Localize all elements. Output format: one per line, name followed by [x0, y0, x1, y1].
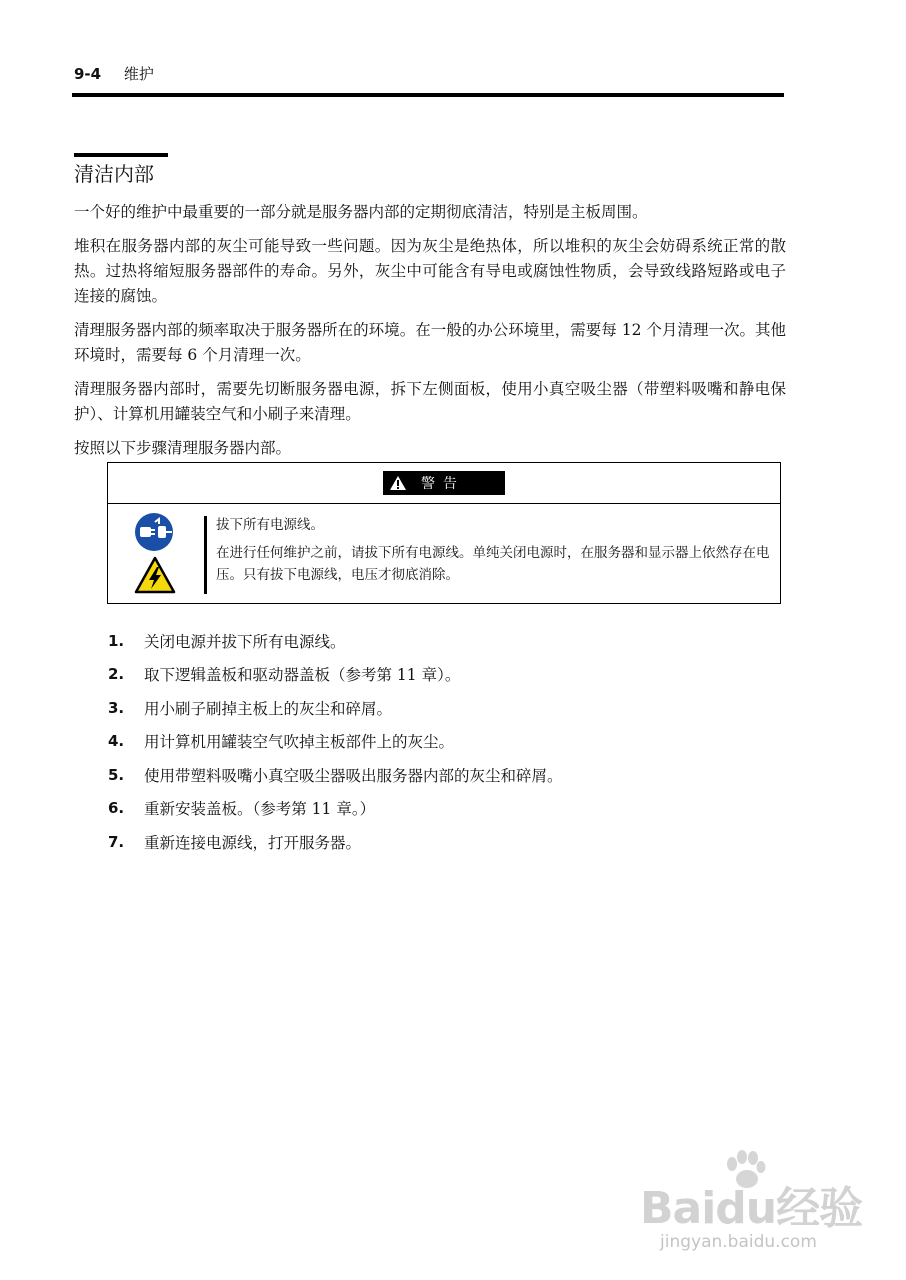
warning-body [108, 504, 780, 604]
step-item [108, 825, 748, 859]
header-rule [72, 93, 784, 97]
warning-text [216, 514, 772, 592]
step-number: 3. [108, 698, 125, 717]
step-text: 取下逻辑盖板和驱动器盖板（参考第 11 章）。 [144, 666, 461, 685]
step-text: 使用带塑料吸嘴小真空吸尘器吸出服务器内部的灰尘和碎屑。 [144, 766, 563, 785]
step-item [108, 758, 748, 792]
warning-icons [134, 512, 178, 594]
warning-box [107, 462, 781, 604]
watermark-url: jingyan.baidu.com [660, 1232, 817, 1252]
step-item [108, 725, 748, 759]
chapter-title: 维护 [123, 65, 154, 83]
page-number: 9-4 [74, 65, 102, 83]
electric-shock-icon [134, 556, 178, 594]
body-text [74, 200, 786, 470]
step-text: 用计算机用罐装空气吹掉主板部件上的灰尘。 [144, 733, 455, 752]
paragraph: 清理服务器内部的频率取决于服务器所在的环境。在一般的办公环境里，需要每 12 个月清理一次。其他环境时，需要每 6 个月清理一次。 [74, 321, 786, 364]
warning-label: 警告 [421, 476, 465, 492]
step-text: 重新安装盖板。（参考第 11 章。） [144, 800, 376, 819]
step-number: 4. [108, 732, 125, 751]
warning-line-2: 在进行任何维护之前，请拔下所有电源线。单纯关闭电源时，在服务器和显示器上依然存在电压。只有拔下电源线，电压才彻底消除。 [216, 545, 770, 583]
watermark-brand: Baidu经验 [640, 1183, 863, 1234]
warning-divider [204, 516, 207, 594]
step-item [108, 691, 748, 725]
section-title: 清洁内部 [74, 153, 168, 189]
paragraph: 按照以下步骤清理服务器内部。 [74, 439, 292, 457]
step-item [108, 624, 748, 658]
paragraph: 清理服务器内部时，需要先切断服务器电源，拆下左侧面板，使用小真空吸尘器（带塑料吸嘴和静电保护）、计算机用罐装空气和小刷子来清理。 [74, 380, 786, 423]
step-number: 5. [108, 765, 125, 784]
step-number: 7. [108, 832, 125, 851]
page-header [74, 64, 154, 84]
steps-list [108, 624, 748, 859]
step-number: 1. [108, 631, 125, 650]
baidu-watermark [640, 1150, 870, 1260]
step-item [108, 658, 748, 692]
paragraph: 堆积在服务器内部的灰尘可能导致一些问题。因为灰尘是绝热体，所以堆积的灰尘会妨碍系统正常的散热。过热将缩短服务器部件的寿命。另外，灰尘中可能含有导电或腐蚀性物质，会导致线路短路或电子连接的腐蚀。 [74, 237, 786, 305]
step-text: 重新连接电源线，打开服务器。 [144, 833, 362, 852]
unplug-icon [134, 512, 178, 552]
warning-line-1: 拔下所有电源线。 [216, 517, 324, 533]
warning-label-badge [383, 471, 505, 495]
warning-header [108, 463, 780, 504]
step-item [108, 792, 748, 826]
step-text: 关闭电源并拔下所有电源线。 [144, 632, 346, 651]
step-number: 2. [108, 665, 125, 684]
paragraph: 一个好的维护中最重要的一部分就是服务器内部的定期彻底清洁，特别是主板周围。 [74, 203, 648, 221]
warning-triangle-icon [389, 475, 407, 491]
step-number: 6. [108, 799, 125, 818]
step-text: 用小刷子刷掉主板上的灰尘和碎屑。 [144, 699, 393, 718]
